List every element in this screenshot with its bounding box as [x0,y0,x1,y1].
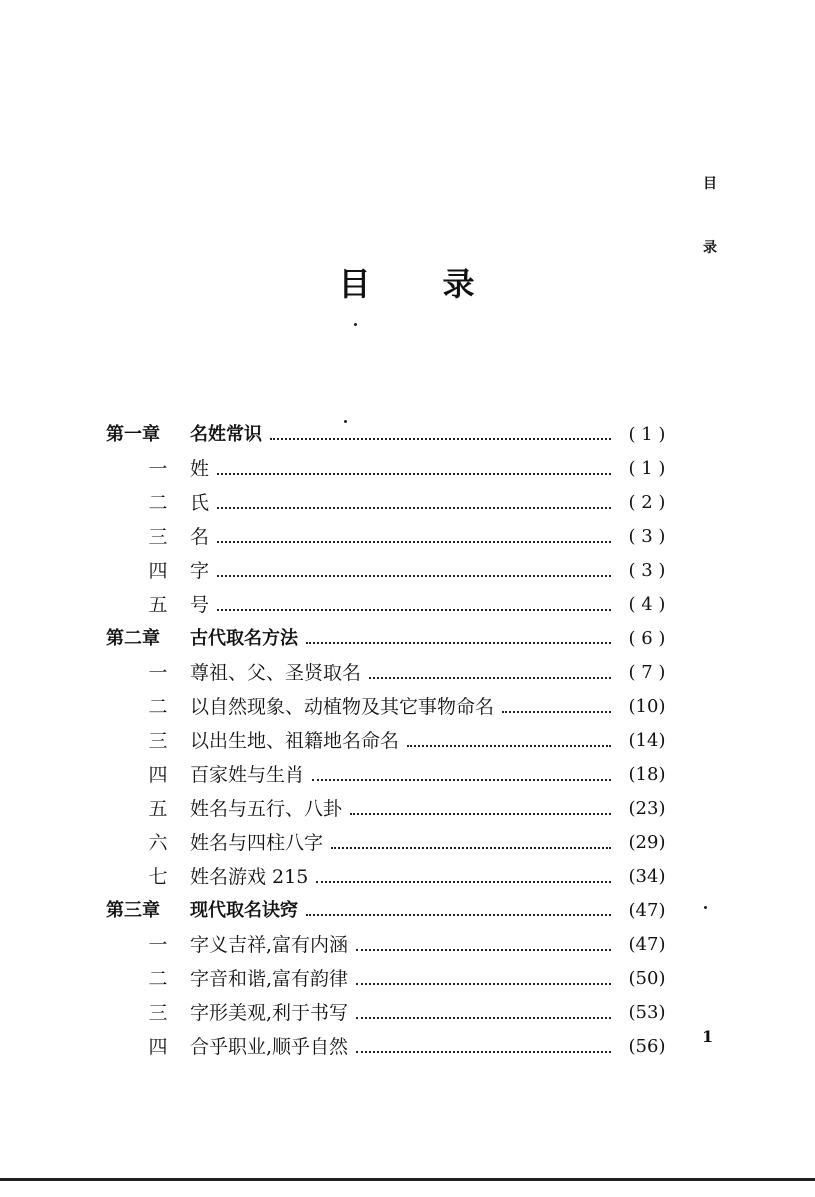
toc-entry-page: ( 3 ) [628,526,666,547]
toc-entry-number: 四 [148,764,168,786]
toc-entry-number: 三 [148,730,168,752]
toc-entry-line [190,1000,615,1026]
page-number: 1 [702,1027,714,1046]
toc-entry-line [190,694,615,720]
toc-entry-number: 一 [148,458,168,480]
toc-entry-number: 二 [148,696,168,718]
toc-leader-dots [217,506,611,509]
toc-entry-title: 字形美观,利于书写 [190,1002,349,1024]
toc-leader-dots [217,540,611,543]
toc-entry-line [190,796,615,822]
toc-entry-title: 姓名与五行、八卦 [190,798,343,820]
toc-entry-line [190,898,615,924]
toc-section-row [0,1030,815,1064]
toc-entry-title: 字 [190,560,210,582]
toc-entry-page: ( 2 ) [628,492,666,513]
toc-entry-title: 百家姓与生肖 [190,764,305,786]
toc-chapter-row [0,894,815,928]
toc-entry-number: 一 [148,934,168,956]
toc-entry-number: 四 [148,560,168,582]
page-title-char-2: 录 [442,265,477,303]
toc-entry-title: 姓名游戏 215 [190,866,309,888]
toc-entry-page: (47) [628,934,666,955]
toc-entry-page: (56) [628,1036,666,1057]
toc-section-row [0,690,815,724]
toc-leader-dots [270,437,611,440]
toc-entry-page: (29) [628,832,666,853]
toc-entry-line [190,728,615,754]
toc-entry-line [190,932,615,958]
toc-section-row [0,826,815,860]
toc-leader-dots [356,1050,611,1053]
toc-entry-number: 二 [148,492,168,514]
toc-entry-line [190,762,615,788]
toc-entry-number: 六 [148,832,168,854]
toc-leader-dots [356,982,611,985]
toc-section-row [0,996,815,1030]
toc-entry-line [190,456,615,482]
toc-entry-line [190,1034,615,1060]
toc-entry-line [190,422,615,448]
page-title [0,262,815,306]
toc-entry-page: (34) [628,866,666,887]
toc-entry-title: 尊祖、父、圣贤取名 [190,662,362,684]
toc-entry-line [190,864,615,890]
toc-entry-page: ( 1 ) [628,458,666,479]
toc-entry-number: 四 [148,1036,168,1058]
toc-entry-line [190,490,615,516]
toc-leader-dots [502,710,611,713]
toc-entry-number: 五 [148,798,168,820]
toc-section-row [0,962,815,996]
toc-entry-title: 号 [190,594,210,616]
toc-entry-title: 合乎职业,顺乎自然 [190,1036,349,1058]
toc-entry-line [190,966,615,992]
toc-entry-line [190,660,615,686]
toc-section-row [0,792,815,826]
toc-section-row [0,486,815,520]
toc-entry-title: 以出生地、祖籍地名命名 [190,730,400,752]
toc-leader-dots [369,676,611,679]
toc-leader-dots [217,574,611,577]
toc-entry-title: 氏 [190,492,210,514]
toc-section-row [0,860,815,894]
toc-section-row [0,758,815,792]
toc-section-row [0,928,815,962]
toc-leader-dots [356,948,611,951]
toc-entry-number: 三 [148,526,168,548]
toc-entry-number: 第一章 [106,424,160,445]
toc-entry-line [190,592,615,618]
running-head-char-2: 录 [703,240,717,256]
print-speck [354,323,357,326]
page-title-char-1: 目 [338,265,373,303]
toc-entry-line [190,524,615,550]
toc-entry-number: 一 [148,662,168,684]
toc-entry-number: 第三章 [106,900,160,921]
toc-leader-dots [350,812,611,815]
toc-section-row [0,520,815,554]
toc-entry-number: 五 [148,594,168,616]
toc-entry-title: 字义吉祥,富有内涵 [190,934,349,956]
toc-entry-title: 字音和谐,富有韵律 [190,968,349,990]
toc-entry-line [190,558,615,584]
toc-entry-page: (50) [628,968,666,989]
toc-leader-dots [312,778,611,781]
toc-entry-number: 七 [148,866,168,888]
toc-entry-page: (10) [628,696,666,717]
toc-leader-dots [217,472,611,475]
toc-entry-page: ( 6 ) [628,628,666,649]
table-of-contents [0,418,815,1064]
toc-entry-page: ( 7 ) [628,662,666,683]
toc-section-row [0,554,815,588]
toc-leader-dots [306,913,611,916]
toc-chapter-row [0,622,815,656]
toc-entry-title: 名姓常识 [190,424,262,445]
toc-entry-page: (18) [628,764,666,785]
toc-entry-page: (14) [628,730,666,751]
toc-entry-title: 现代取名诀窍 [190,900,298,921]
toc-entry-number: 第二章 [106,628,160,649]
toc-leader-dots [331,846,611,849]
toc-entry-title: 以自然现象、动植物及其它事物命名 [190,696,495,718]
toc-entry-page: (23) [628,798,666,819]
toc-leader-dots [407,744,611,747]
toc-entry-line [190,626,615,652]
toc-chapter-row [0,418,815,452]
toc-section-row [0,588,815,622]
toc-entry-number: 三 [148,1002,168,1024]
toc-section-row [0,724,815,758]
toc-entry-title: 古代取名方法 [190,628,298,649]
toc-section-row [0,656,815,690]
toc-leader-dots [306,641,611,644]
toc-entry-line [190,830,615,856]
toc-entry-title: 姓名与四柱八字 [190,832,324,854]
toc-section-row [0,452,815,486]
bottom-rule [0,1178,815,1181]
toc-leader-dots [316,880,611,883]
toc-entry-page: ( 1 ) [628,424,666,445]
toc-entry-title: 名 [190,526,210,548]
toc-leader-dots [356,1016,611,1019]
toc-entry-page: (53) [628,1002,666,1023]
toc-entry-page: ( 4 ) [628,594,666,615]
running-head-char-1: 目 [703,176,717,192]
toc-entry-page: ( 3 ) [628,560,666,581]
toc-entry-title: 姓 [190,458,210,480]
toc-entry-page: (47) [628,900,666,921]
toc-entry-number: 二 [148,968,168,990]
toc-leader-dots [217,608,611,611]
